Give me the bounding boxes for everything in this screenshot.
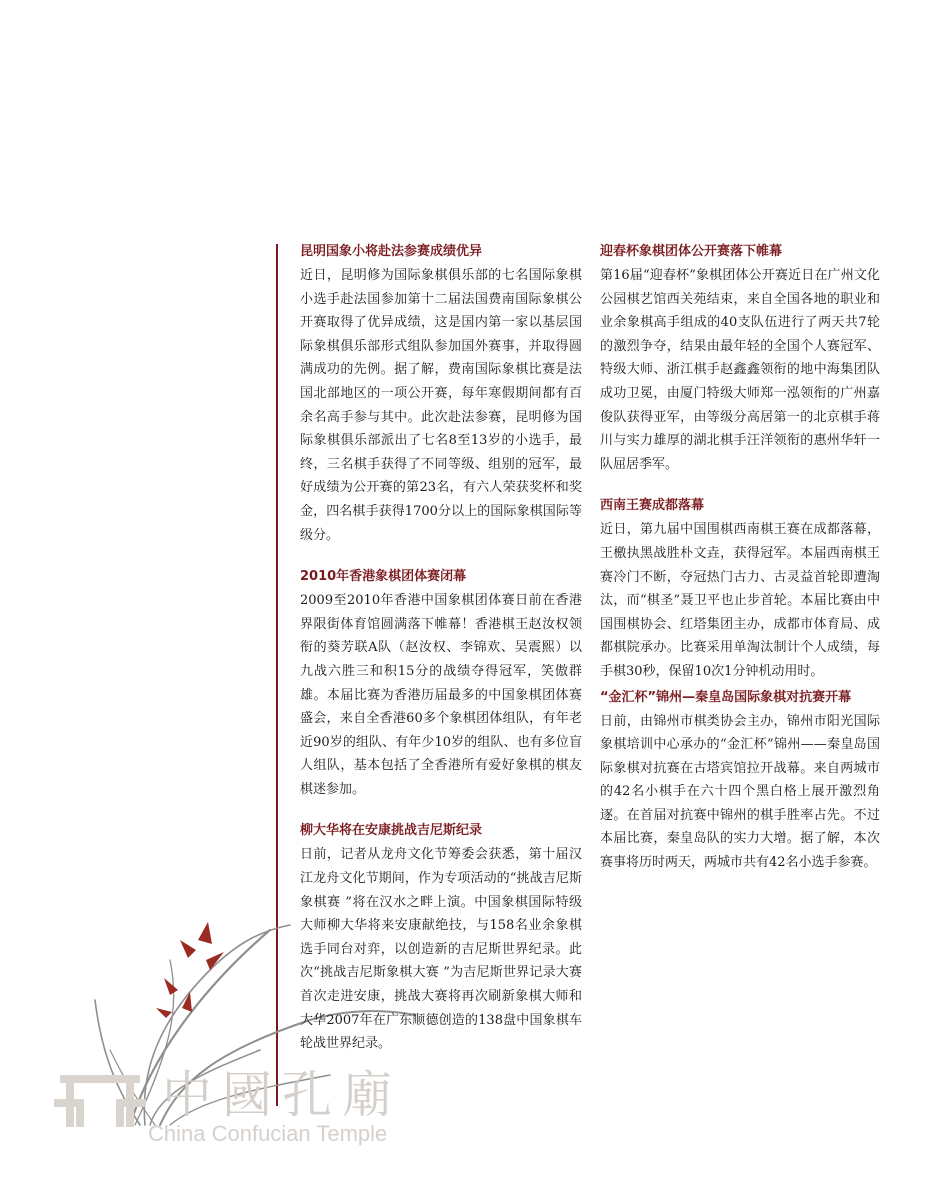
article-headline: 西南王赛成都落幕 — [600, 498, 705, 514]
article-kunming-chess — [300, 242, 582, 547]
article-yingchun-cup — [600, 242, 880, 476]
left-column — [300, 242, 582, 1076]
temple-logo-icon — [50, 1061, 150, 1131]
article-headline: 迎春杯象棋团体公开赛落下帷幕 — [600, 244, 783, 259]
article-jinhui-cup — [600, 688, 880, 875]
article-body: 近日，第九届中国围棋西南棋王赛在成都落幕，王檄执黑战胜朴文垚，获得冠军。本届西南棋王赛冷门不断，夺冠热门古力、古灵益首轮即遭淘汰，而“棋圣”聂卫平也止步首轮。本届比赛由中国围棋协会、红塔集团主办，成都市体育局、成都棋院承办。比赛采用单淘汰制计个人成绩，每手棋30秒，保留10次1分钟机动用时。 — [600, 522, 880, 679]
article-headline: 2010年香港象棋团体赛闭幕 — [300, 569, 467, 585]
article-headline: 柳大华将在安康挑战吉尼斯纪录 — [300, 823, 483, 839]
article-liu-dahua — [300, 821, 582, 1055]
article-body: 近日，昆明修为国际象棋俱乐部的七名国际象棋小选手赴法国参加第十二届法国费南国际象棋公开赛取得了优异成绩，这是国内第一家以基层国际象棋俱乐部形式组队参加国外赛事，并取得圆满成功的先例。据了解，费南国际象棋比赛是法国北部地区的一项公开赛，每年寒假期间都有百余名高手参与其中。此次赴法参赛，昆明修为国际象棋俱乐部派出了七名8至13岁的小选手，最终，三名棋手获得了不同等级、组别的冠军，最好成绩为公开赛的第23名，有六人荣获奖杯和奖金，四名棋手获得1700分以上的国际象棋国际等级分。 — [300, 268, 582, 543]
watermark-chinese: 中國孔廟 — [162, 1066, 402, 1124]
article-body: 2009至2010年香港中国象棋团体赛日前在香港界限街体育馆圆满落下帷幕！香港棋王赵汝权领衔的葵芳联A队（赵汝权、李锦欢、吴震熙）以九战六胜三和积15分的战绩夺得冠军，笑傲群雄。本届比赛为香港历届最多的中国象棋团体赛盛会，来自全香港60多个象棋团体组队，有年老近90岁的组队、有年少10岁的组队、也有多位盲人组队，基本包括了全香港所有爱好象棋的棋友棋迷参加。 — [300, 593, 582, 797]
article-body: 日前，记者从龙舟文化节筹委会获悉，第十届汉江龙舟文化节期间，作为专项活动的“挑战吉尼斯象棋赛 ”将在汉水之畔上演。中国象棋国际特级大师柳大华将来安康献绝技，与158名业余象棋选手同台对弈，以创造新的吉尼斯世界纪录。此次“挑战吉尼斯象棋大赛 ”为吉尼斯世界记录大赛首次走进安康，挑战大赛将再次刷新象棋大师和大华2007年在广东顺德创造的138盘中国象棋车轮战世界纪录。 — [300, 847, 582, 1052]
article-body: 日前，由锦州市棋类协会主办，锦州市阳光国际象棋培训中心承办的“金汇杯”锦州——秦皇岛国际象棋对抗赛在古塔宾馆拉开战幕。来自两城市的42名小棋手在六十四个黑白格上展开激烈角逐。在首届对抗赛中锦州的棋手胜率占先。不过本届比赛，秦皇岛队的实力大增。据了解，本次赛事将历时两天，两城市共有42名小选手参赛。 — [600, 713, 880, 871]
article-headline: “金汇杯”锦州—秦皇岛国际象棋对抗赛开幕 — [600, 689, 852, 705]
article-hongkong-team — [300, 567, 582, 801]
article-southwest-king — [600, 496, 880, 683]
watermark-english: China Confucian Temple — [148, 1121, 388, 1146]
right-column — [600, 242, 880, 895]
article-body: 第16届“迎春杯”象棋团体公开赛近日在广州文化公园棋艺馆西关苑结束，来自全国各地的职业和业余象棋高手组成的40支队伍进行了两天共7轮的激烈争夺，结果由最年轻的全国个人赛冠军、特级大师、浙江棋手赵鑫鑫领衔的地中海集团队成功卫冕，由厦门特级大师郑一泓领衔的广州嘉俊队获得亚军，由等级分高居第一的北京棋手蒋川与实力雄厚的湖北棋手汪洋领衔的惠州华轩一队屈居季军。 — [600, 268, 880, 472]
article-headline: 昆明国象小将赴法参赛成绩优异 — [300, 244, 483, 259]
